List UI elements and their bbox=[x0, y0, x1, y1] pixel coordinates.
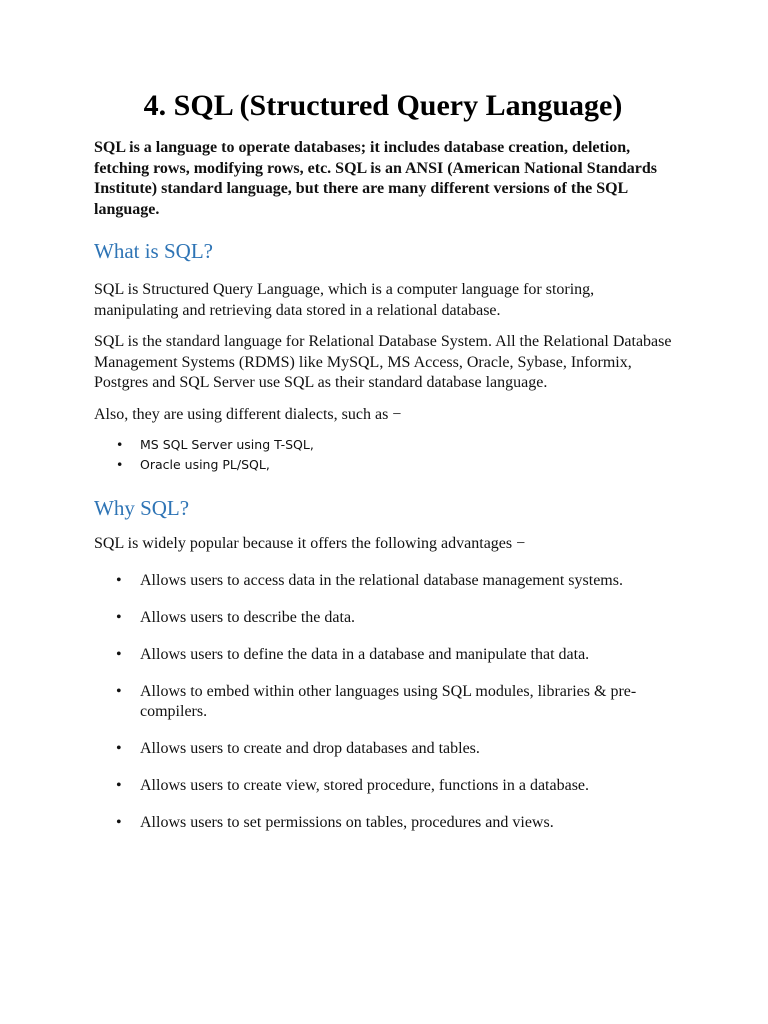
list-item bbox=[94, 739, 672, 760]
list-item bbox=[94, 645, 672, 666]
list-item-text: Allows to embed within other languages using SQL modules, libraries & pre-compilers. bbox=[140, 682, 637, 720]
intro-paragraph: SQL is a language to operate databases; it includes database creation, deletion, fetching rows, modifying rows, etc. SQL is an ANSI (American National Standards Institute) standard language, but there are many different versions of the SQL language. bbox=[94, 139, 657, 218]
what-is-sql-paragraph-2: SQL is the standard language for Relational Database System. All the Relational Database Management Systems (RDMS) like MySQL, MS Access, Oracle, Sybase, Informix, Postgres and SQL Server use SQL as their standard database language. bbox=[94, 333, 672, 391]
list-item bbox=[94, 455, 672, 475]
list-item bbox=[94, 776, 672, 797]
list-item-text: MS SQL Server using T-SQL, bbox=[140, 437, 314, 452]
bullet-icon: • bbox=[116, 777, 122, 794]
list-item-text: Allows users to set permissions on tables, procedures and views. bbox=[140, 814, 554, 831]
list-item-text: Allows users to create and drop databases and tables. bbox=[140, 740, 480, 757]
list-item-text: Oracle using PL/SQL, bbox=[140, 457, 270, 472]
bullet-icon: • bbox=[116, 740, 122, 757]
dialects-list bbox=[94, 435, 672, 475]
list-item bbox=[94, 813, 672, 834]
list-item bbox=[94, 682, 672, 723]
bullet-icon: • bbox=[116, 437, 124, 452]
section-heading-why-sql: Why SQL? bbox=[94, 496, 190, 520]
list-item bbox=[94, 435, 672, 455]
bullet-icon: • bbox=[116, 814, 122, 831]
what-is-sql-paragraph-3: Also, they are using different dialects, such as − bbox=[94, 405, 402, 423]
list-item-text: Allows users to describe the data. bbox=[140, 608, 356, 626]
bullet-icon: • bbox=[116, 645, 122, 663]
list-item-text: Allows users to define the data in a database and manipulate that data. bbox=[140, 645, 590, 663]
bullet-icon: • bbox=[116, 571, 122, 589]
list-item-text: Allows users to access data in the relational database management systems. bbox=[140, 571, 623, 589]
page-title: 4. SQL (Structured Query Language) bbox=[143, 89, 623, 122]
bullet-icon: • bbox=[116, 682, 122, 700]
list-item bbox=[94, 608, 672, 629]
list-item-text: Allows users to create view, stored procedure, functions in a database. bbox=[140, 777, 590, 794]
what-is-sql-paragraph-1: SQL is Structured Query Language, which is a computer language for storing, manipulating and retrieving data stored in a relational database. bbox=[94, 281, 595, 319]
list-item bbox=[94, 571, 672, 592]
bullet-icon: • bbox=[116, 457, 124, 472]
advantages-list bbox=[94, 571, 672, 834]
bullet-icon: • bbox=[116, 608, 122, 626]
why-sql-paragraph: SQL is widely popular because it offers the following advantages − bbox=[94, 535, 526, 552]
section-heading-what-is-sql: What is SQL? bbox=[94, 239, 213, 263]
